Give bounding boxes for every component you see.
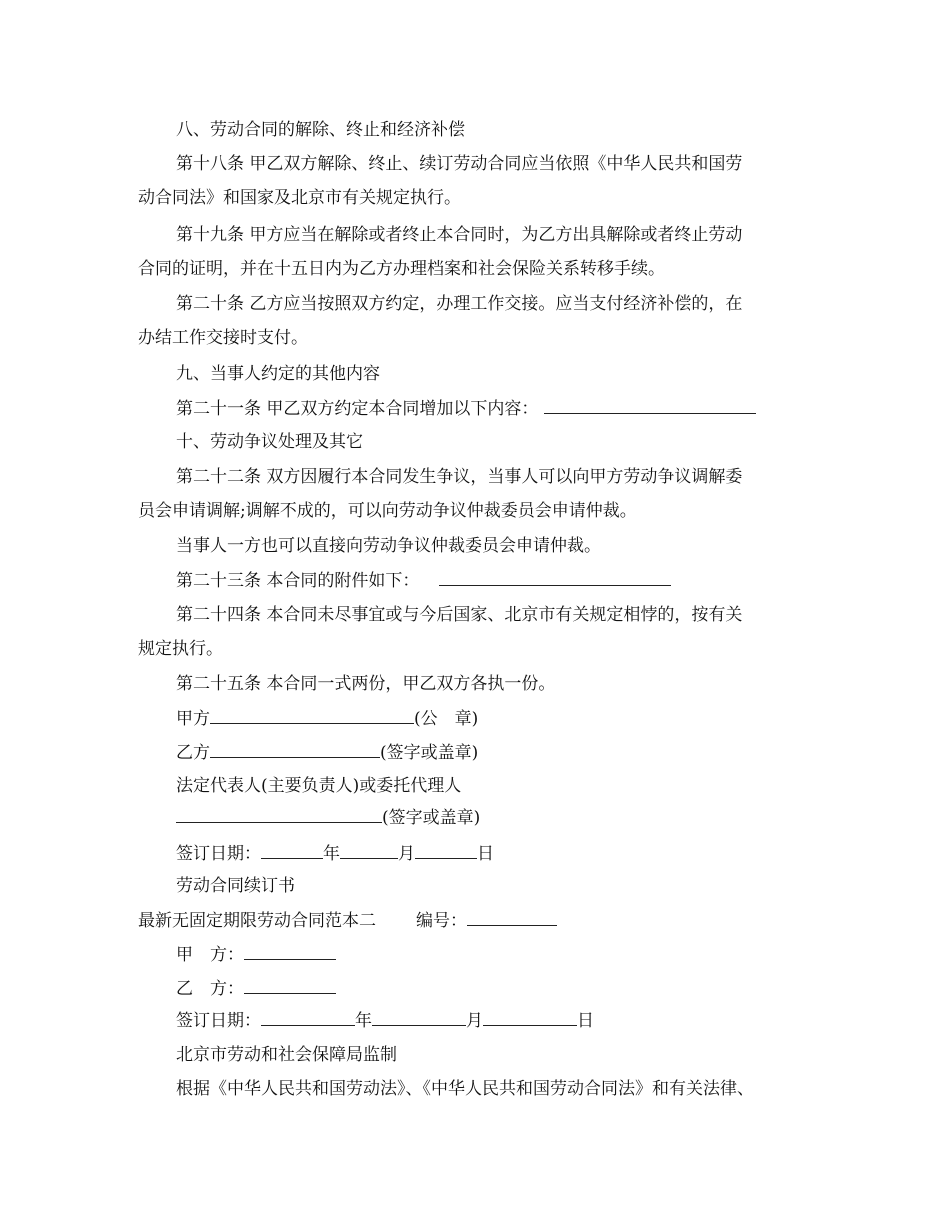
article-20-line-2: 办结工作交接时支付。 — [138, 328, 308, 348]
party-b-seal-note: (签字或盖章) — [380, 743, 479, 763]
article-23-blank — [439, 569, 671, 586]
renewal-title: 劳动合同续订书 — [176, 876, 295, 896]
legal-representative-label: 法定代表人(主要负责人)或委托代理人 — [176, 776, 462, 796]
party-a-seal-note: (公 章) — [414, 709, 479, 729]
month-label: 月 — [398, 844, 415, 864]
article-21 — [0, 397, 950, 420]
representative-signature-line — [0, 806, 950, 829]
month-label-2: 月 — [466, 1011, 483, 1031]
party-a-signature-line — [0, 707, 950, 730]
article-21-blank — [544, 397, 756, 414]
signing-date-line-2 — [0, 1009, 950, 1032]
day-label: 日 — [477, 844, 494, 864]
party-a-field-blank — [244, 943, 336, 960]
year-blank-2 — [261, 1009, 355, 1026]
number-blank — [467, 909, 557, 926]
representative-blank — [176, 806, 382, 823]
year-label-2: 年 — [355, 1011, 372, 1031]
article-23-text: 第二十三条 本合同的附件如下： — [176, 571, 420, 591]
section-heading-10: 十、劳动争议处理及其它 — [176, 432, 363, 452]
section-heading-9: 九、当事人约定的其他内容 — [176, 364, 380, 384]
article-23 — [0, 569, 950, 592]
party-a-field-label: 甲 方： — [176, 945, 244, 965]
party-a-line — [0, 943, 950, 966]
preamble-line: 根据《中华人民共和国劳动法》、《中华人民共和国劳动合同法》和有关法律、 — [176, 1079, 754, 1099]
party-b-label: 乙方 — [176, 743, 210, 763]
party-b-signature-line — [0, 741, 950, 764]
year-label: 年 — [323, 844, 340, 864]
number-label: 编号： — [416, 911, 467, 931]
template-title: 最新无固定期限劳动合同范本二 — [138, 911, 376, 931]
article-18-line-2: 动合同法》和国家及北京市有关规定执行。 — [138, 188, 461, 208]
article-20-line-1: 第二十条 乙方应当按照双方约定，办理工作交接。应当支付经济补偿的，在 — [176, 294, 743, 314]
article-19-line-2: 合同的证明，并在十五日内为乙方办理档案和社会保险关系转移手续。 — [138, 259, 665, 279]
article-22-line-2: 员会申请调解;调解不成的，可以向劳动争议仲裁委员会申请仲裁。 — [138, 501, 637, 521]
party-b-field-label: 乙 方： — [176, 979, 244, 999]
month-blank-2 — [372, 1009, 466, 1026]
day-blank — [415, 842, 477, 859]
article-24-line-1: 第二十四条 本合同未尽事宜或与今后国家、北京市有关规定相悖的，按有关 — [176, 605, 743, 625]
template-title-line — [0, 909, 950, 932]
article-18-line-1: 第十八条 甲乙双方解除、终止、续订劳动合同应当依照《中华人民共和国劳 — [176, 154, 743, 174]
article-24-line-2: 规定执行。 — [138, 639, 223, 659]
signing-date-line-1 — [0, 842, 950, 865]
article-22-line-3: 当事人一方也可以直接向劳动争议仲裁委员会申请仲裁。 — [176, 536, 601, 556]
article-25: 第二十五条 本合同一式两份，甲乙双方各执一份。 — [176, 674, 556, 694]
signing-date-label: 签订日期： — [176, 844, 261, 864]
party-b-line — [0, 977, 950, 1000]
day-blank-2 — [483, 1009, 577, 1026]
signing-date-label-2: 签订日期： — [176, 1011, 261, 1031]
section-heading-8: 八、劳动合同的解除、终止和经济补偿 — [176, 120, 465, 140]
article-21-text: 第二十一条 甲乙双方约定本合同增加以下内容： — [176, 399, 539, 419]
party-b-field-blank — [244, 977, 336, 994]
article-19-line-1: 第十九条 甲方应当在解除或者终止本合同时，为乙方出具解除或者终止劳动 — [176, 225, 743, 245]
party-a-blank — [210, 707, 414, 724]
day-label-2: 日 — [577, 1011, 594, 1031]
article-22-line-1: 第二十二条 双方因履行本合同发生争议，当事人可以向甲方劳动争议调解委 — [176, 467, 743, 487]
party-a-label: 甲方 — [176, 709, 210, 729]
supervisor-line: 北京市劳动和社会保障局监制 — [176, 1045, 397, 1065]
representative-seal-note: (签字或盖章) — [382, 808, 481, 828]
month-blank — [340, 842, 398, 859]
year-blank — [261, 842, 323, 859]
party-b-blank — [210, 741, 380, 758]
